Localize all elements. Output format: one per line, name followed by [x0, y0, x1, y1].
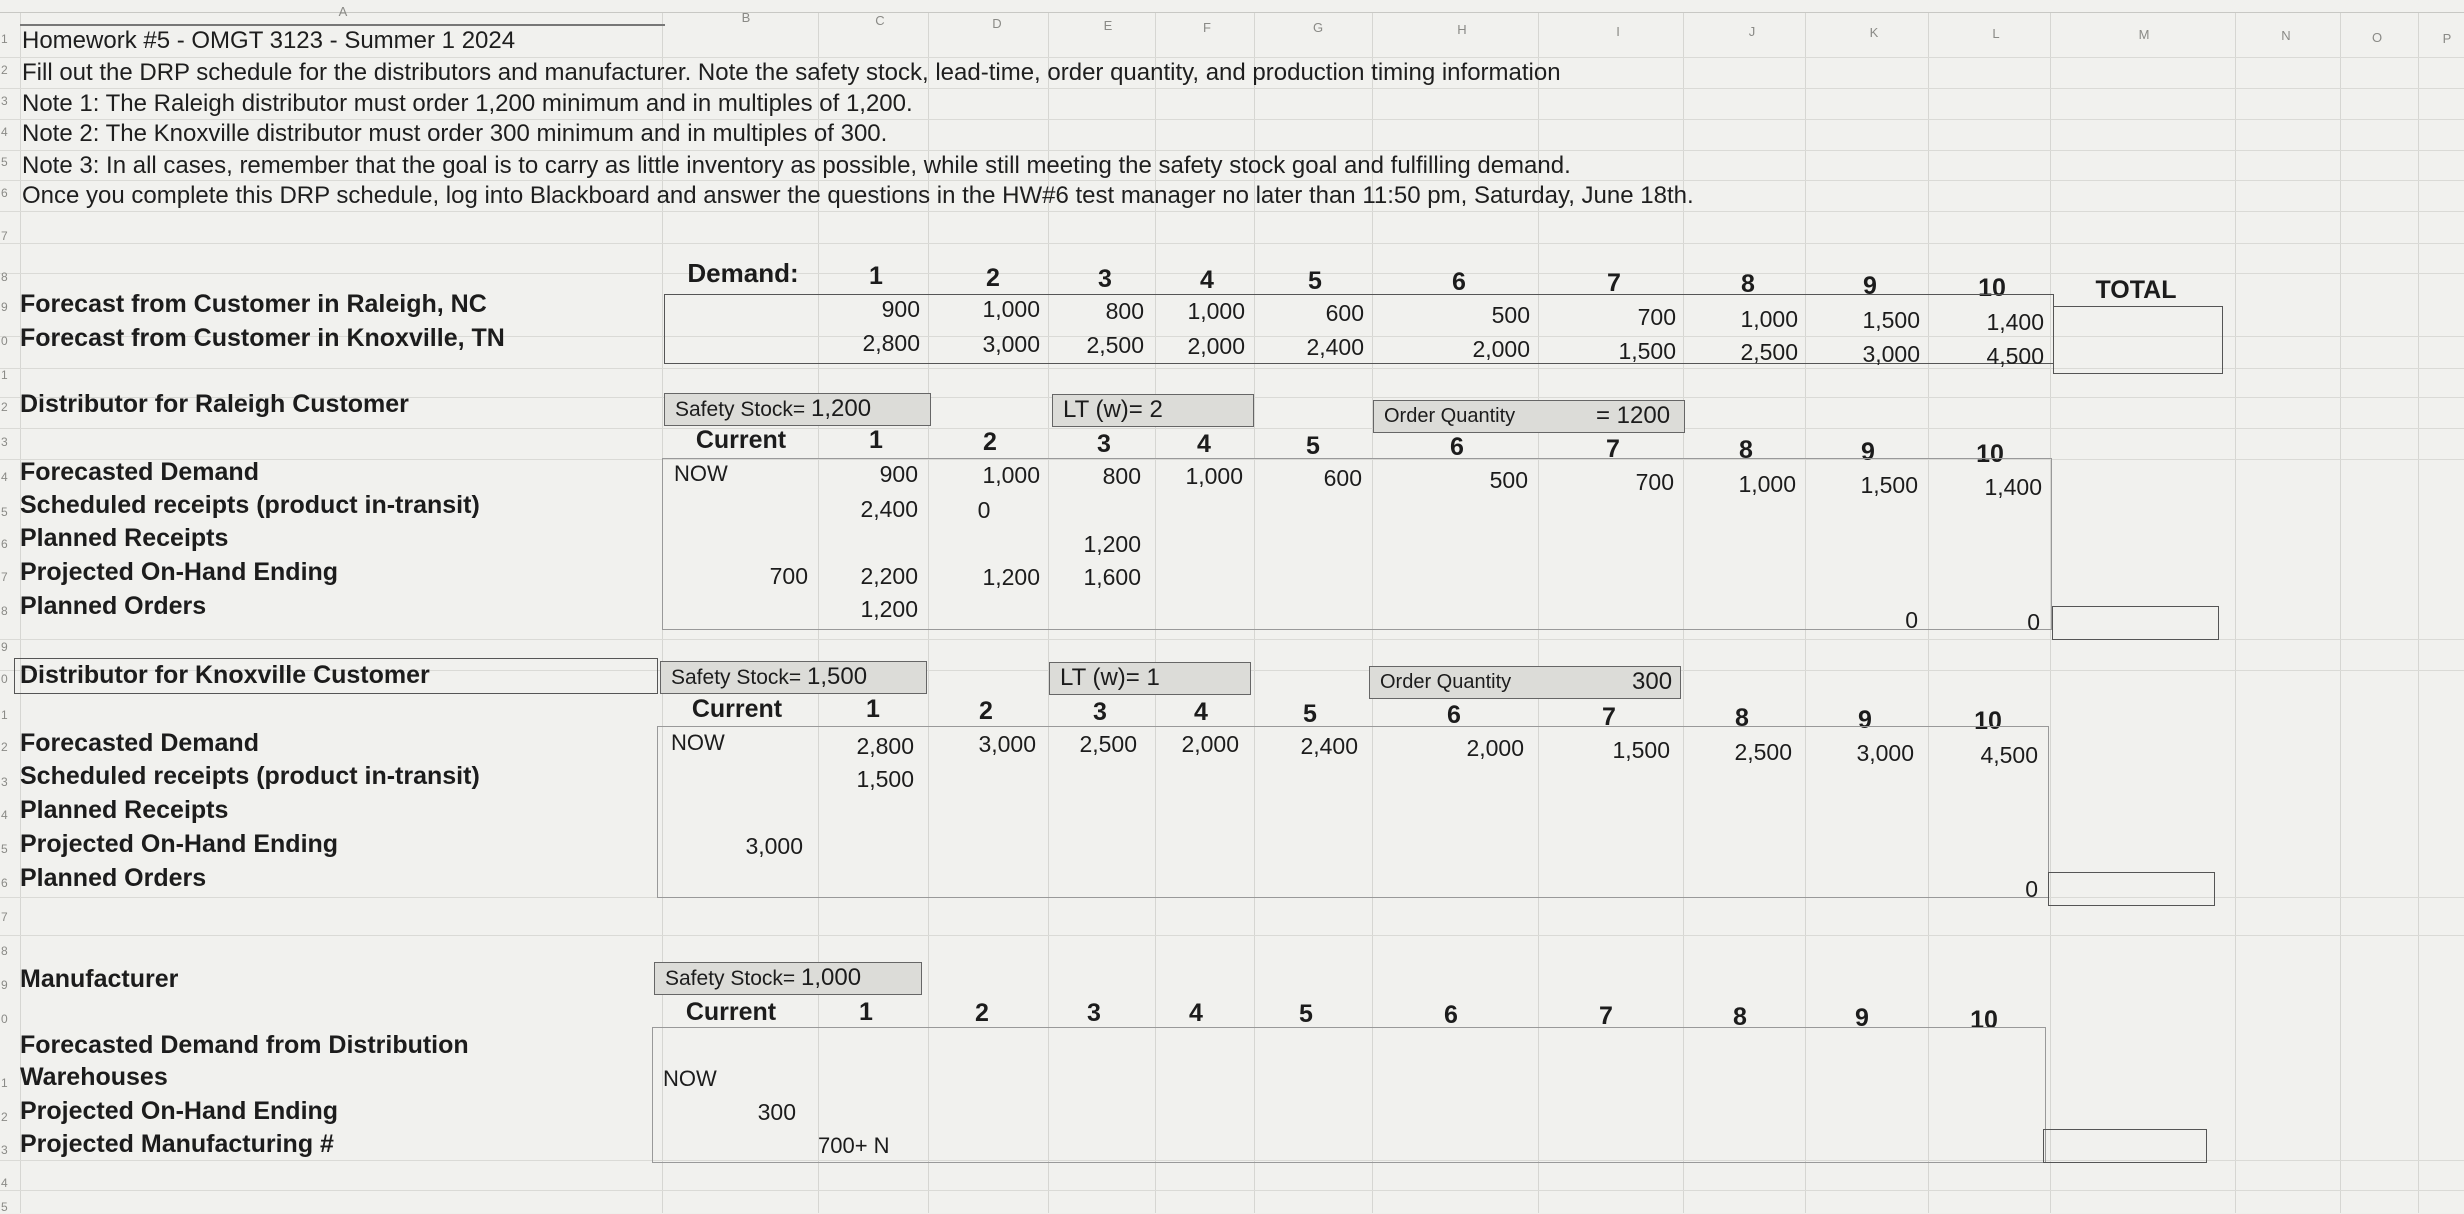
week-header: 5 — [1303, 700, 1317, 728]
table-cell[interactable]: 1,000 — [1185, 463, 1243, 489]
week-header: 9 — [1863, 272, 1877, 300]
column-header[interactable]: K — [1869, 25, 1879, 40]
safety-stock-cell[interactable] — [654, 962, 922, 995]
row-number[interactable]: 8 — [1, 944, 8, 958]
table-cell[interactable]: 1,400 — [1986, 309, 2044, 335]
table-cell[interactable]: 2,400 — [860, 496, 918, 522]
row-number[interactable]: 0 — [1, 1012, 8, 1026]
week-header: 3 — [1087, 999, 1101, 1027]
order-quantity-label: Order Quantity — [1380, 671, 1512, 693]
week-header: 4 — [1200, 266, 1214, 294]
row-number[interactable]: 3 — [1, 775, 8, 789]
safety-stock-cell[interactable] — [664, 393, 931, 426]
safety-stock-value: 1,200 — [811, 395, 872, 422]
manufacturer-section-title: Manufacturer — [20, 965, 179, 993]
week-header: 7 — [1599, 1002, 1613, 1030]
row-label: Scheduled receipts (product in-transit) — [20, 762, 480, 790]
row-number[interactable]: 1 — [1, 708, 8, 722]
table-cell[interactable]: 0 — [1905, 607, 1918, 633]
week-header: 5 — [1308, 267, 1322, 295]
raleigh-total-cell[interactable] — [2052, 606, 2219, 640]
week-header: 1 — [859, 998, 873, 1026]
week-header: 1 — [866, 695, 880, 723]
table-cell[interactable]: 1,000 — [982, 462, 1040, 488]
row-label: Warehouses — [20, 1063, 168, 1091]
instruction-note: Once you complete this DRP schedule, log into Blackboard and answer the questions in the HW#6 test manager no later than 11:50 pm, Saturday, June 18th. — [22, 182, 1694, 209]
row-number[interactable]: 0 — [1, 672, 8, 686]
table-cell[interactable]: 0 — [2025, 876, 2038, 902]
table-cell[interactable]: 2,500 — [1740, 339, 1798, 365]
order-quantity-value: = 1200 — [1596, 402, 1671, 429]
row-label: Projected On-Hand Ending — [20, 558, 339, 586]
table-cell[interactable]: 1,500 — [1862, 307, 1920, 333]
table-cell[interactable]: 2,400 — [1306, 334, 1364, 360]
table-cell[interactable]: 2,800 — [862, 330, 920, 356]
week-header: 1 — [869, 262, 883, 290]
table-cell[interactable]: 2,000 — [1181, 731, 1239, 757]
week-header: 6 — [1452, 268, 1466, 296]
row-number[interactable]: 3 — [1, 435, 8, 449]
table-cell[interactable]: 1,200 — [860, 596, 918, 622]
row-number[interactable]: 1 — [1, 1076, 8, 1090]
row-label: Forecasted Demand from Distribution — [20, 1031, 469, 1059]
table-cell[interactable]: 4,500 — [1986, 343, 2044, 369]
table-cell[interactable]: 1,500 — [1612, 737, 1670, 763]
week-header: 4 — [1197, 430, 1211, 458]
current-header: Current — [685, 998, 777, 1026]
column-header[interactable]: O — [2371, 30, 2383, 45]
row-number[interactable]: 6 — [1, 537, 8, 551]
week-header: 1 — [869, 426, 883, 454]
row-number[interactable]: 0 — [1, 334, 8, 348]
order-quantity-label: Order Quantity — [1384, 405, 1516, 427]
row-number[interactable]: 2 — [1, 740, 8, 754]
column-header[interactable]: H — [1457, 22, 1467, 37]
homework-title: Homework #5 - OMGT 3123 - Summer 1 2024 — [22, 27, 516, 54]
week-header: 9 — [1858, 706, 1872, 734]
week-header: 7 — [1607, 269, 1621, 297]
instruction-note: Note 3: In all cases, remember that the goal is to carry as little inventory as possible, while still meeting the safety stock goal and fulfilling demand. — [22, 152, 1571, 179]
table-cell[interactable]: 300 — [757, 1099, 796, 1125]
week-header: 7 — [1606, 435, 1620, 463]
column-header[interactable]: D — [992, 16, 1002, 31]
week-header: 7 — [1602, 703, 1616, 731]
order-quantity-value: 300 — [1632, 668, 1673, 695]
table-cell[interactable]: 2,000 — [1466, 735, 1524, 761]
table-cell[interactable]: 700 — [769, 563, 808, 589]
column-header[interactable]: L — [1992, 26, 2000, 41]
column-header[interactable]: N — [2281, 28, 2291, 43]
week-header: 5 — [1299, 1000, 1313, 1028]
row-number[interactable]: 1 — [1, 32, 8, 46]
now-label: NOW — [663, 1066, 717, 1091]
week-header: 6 — [1450, 433, 1464, 461]
lead-time-cell[interactable] — [1049, 662, 1251, 695]
column-header[interactable]: P — [2442, 31, 2452, 46]
table-cell[interactable]: 1,200 — [1083, 531, 1141, 557]
row-number[interactable]: 6 — [1, 876, 8, 890]
table-cell[interactable]: 800 — [1105, 298, 1144, 324]
table-cell[interactable]: 3,000 — [1862, 341, 1920, 367]
raleigh-section-title: Distributor for Raleigh Customer — [20, 390, 409, 418]
safety-stock-cell[interactable] — [660, 661, 927, 694]
order-quantity-cell[interactable] — [1373, 400, 1685, 433]
row-label: Planned Receipts — [20, 524, 229, 552]
column-header[interactable]: F — [1203, 20, 1211, 35]
week-header: 3 — [1093, 698, 1107, 726]
lead-time-cell[interactable] — [1052, 394, 1254, 427]
row-number[interactable]: 4 — [1, 125, 8, 139]
table-cell[interactable]: 500 — [1491, 302, 1530, 328]
now-label: NOW — [671, 730, 725, 755]
row-label: Forecasted Demand — [20, 458, 259, 486]
row-number[interactable]: 7 — [1, 570, 8, 584]
week-header: 6 — [1444, 1001, 1458, 1029]
column-header[interactable]: A — [338, 4, 348, 19]
table-cell[interactable]: 2,000 — [1187, 333, 1245, 359]
lead-time-label: LT (w)= 1 — [1060, 664, 1160, 691]
safety-stock-value: 1,000 — [801, 964, 862, 991]
table-cell[interactable]: 3,000 — [982, 331, 1040, 357]
table-cell[interactable]: 3,000 — [978, 731, 1036, 757]
table-cell[interactable]: 3,000 — [1856, 740, 1914, 766]
row-number[interactable]: 5 — [1, 505, 8, 519]
week-header: 4 — [1189, 999, 1203, 1027]
safety-stock-label: Safety Stock= — [665, 967, 796, 990]
week-header: 5 — [1306, 432, 1320, 460]
row-number[interactable]: 9 — [1, 300, 8, 314]
table-cell[interactable]: 0 — [2027, 609, 2040, 635]
week-header: 4 — [1194, 698, 1208, 726]
week-header: 9 — [1855, 1004, 1869, 1032]
week-header: 8 — [1735, 704, 1749, 732]
week-header: 3 — [1098, 265, 1112, 293]
row-number[interactable]: 1 — [1, 368, 8, 382]
current-header: Current — [695, 426, 787, 454]
instruction-note: Note 2: The Knoxville distributor must order 300 minimum and in multiples of 300. — [22, 120, 888, 147]
table-cell[interactable]: 600 — [1325, 300, 1364, 326]
table-cell[interactable]: 2,000 — [1472, 336, 1530, 362]
column-header[interactable]: M — [2138, 27, 2150, 42]
table-cell[interactable]: 1,400 — [1984, 474, 2042, 500]
week-header: 3 — [1097, 430, 1111, 458]
row-label: Scheduled receipts (product in-transit) — [20, 491, 480, 519]
now-label: NOW — [674, 461, 728, 486]
row-number[interactable]: 7 — [1, 910, 8, 924]
week-header: 10 — [1976, 440, 2004, 468]
row-number[interactable]: 4 — [1, 1176, 8, 1190]
row-label: Projected On-Hand Ending — [20, 1097, 339, 1125]
table-cell[interactable]: 900 — [881, 296, 920, 322]
row-number[interactable]: 2 — [1, 63, 8, 77]
column-header[interactable]: I — [1616, 24, 1620, 39]
table-cell[interactable]: 1,500 — [856, 766, 914, 792]
row-number[interactable]: 9 — [1, 640, 8, 654]
week-header: 2 — [986, 264, 1000, 292]
row-number[interactable]: 5 — [1, 155, 8, 169]
row-number[interactable]: 2 — [1, 1110, 8, 1124]
table-cell[interactable]: 800 — [1102, 463, 1141, 489]
table-cell[interactable]: 700 — [1635, 469, 1674, 495]
column-header[interactable]: B — [741, 10, 751, 25]
table-cell[interactable]: 1,600 — [1083, 564, 1141, 590]
row-number[interactable]: 6 — [1, 186, 8, 200]
table-cell[interactable]: 700+ N — [818, 1133, 890, 1158]
demand-header: Demand: — [687, 258, 799, 288]
table-cell[interactable]: 2,500 — [1079, 731, 1137, 757]
table-cell[interactable]: 1,000 — [1738, 471, 1796, 497]
row-label: Planned Orders — [20, 592, 207, 620]
row-number[interactable]: 9 — [1, 978, 8, 992]
week-header: 2 — [983, 428, 997, 456]
safety-stock-label: Safety Stock= — [671, 666, 802, 689]
week-header: 2 — [975, 999, 989, 1027]
table-cell[interactable]: 2,200 — [860, 563, 918, 589]
table-cell[interactable]: 1,000 — [1187, 298, 1245, 324]
table-cell[interactable]: 2,500 — [1734, 739, 1792, 765]
table-cell[interactable]: 600 — [1323, 465, 1362, 491]
table-cell[interactable]: 700 — [1637, 304, 1676, 330]
column-header[interactable]: G — [1312, 20, 1324, 35]
table-cell[interactable]: 1,000 — [1740, 306, 1798, 332]
row-number[interactable]: 8 — [1, 270, 8, 284]
knoxville-section-title: Distributor for Knoxville Customer — [20, 661, 430, 689]
row-label: Projected On-Hand Ending — [20, 830, 339, 858]
instruction-note: Fill out the DRP schedule for the distributors and manufacturer. Note the safety stock, lead-time, order quantity, and production timing information — [22, 59, 1561, 86]
safety-stock-value: 1,500 — [807, 663, 868, 690]
week-header: 10 — [1970, 1006, 1998, 1034]
row-label: Forecasted Demand — [20, 729, 259, 757]
order-quantity-cell[interactable] — [1369, 666, 1681, 699]
lead-time-label: LT (w)= 2 — [1063, 396, 1163, 423]
week-header: 10 — [1974, 707, 2002, 735]
forecast-knoxville-label: Forecast from Customer in Knoxville, TN — [20, 324, 505, 352]
table-cell[interactable]: 1,500 — [1860, 472, 1918, 498]
forecast-raleigh-label: Forecast from Customer in Raleigh, NC — [20, 290, 487, 318]
table-cell[interactable]: 1,500 — [1618, 338, 1676, 364]
table-cell[interactable]: 500 — [1489, 467, 1528, 493]
week-header: 6 — [1447, 701, 1461, 729]
row-number[interactable]: 4 — [1, 470, 8, 484]
row-label: Planned Receipts — [20, 796, 229, 824]
row-number[interactable]: 2 — [1, 400, 8, 414]
knoxville-total-cell[interactable] — [2048, 872, 2215, 906]
row-label: Projected Manufacturing # — [20, 1130, 334, 1158]
total-header: TOTAL — [2095, 276, 2177, 304]
week-header: 8 — [1739, 436, 1753, 464]
table-cell[interactable]: 4,500 — [1980, 742, 2038, 768]
week-header: 10 — [1978, 274, 2006, 302]
table-cell[interactable]: 1,200 — [982, 564, 1040, 590]
week-header: 8 — [1741, 270, 1755, 298]
row-number[interactable]: 3 — [1, 94, 8, 108]
current-header: Current — [691, 695, 783, 723]
week-header: 8 — [1733, 1003, 1747, 1031]
table-cell[interactable]: 2,800 — [856, 733, 914, 759]
table-cell[interactable]: 2,400 — [1300, 733, 1358, 759]
table-cell[interactable]: 3,000 — [745, 833, 803, 859]
table-cell[interactable]: 900 — [879, 461, 918, 487]
row-number[interactable]: 8 — [1, 604, 8, 618]
manufacturer-total-cell[interactable] — [2043, 1129, 2207, 1163]
row-number[interactable]: 7 — [1, 229, 8, 243]
instruction-note: Note 1: The Raleigh distributor must order 1,200 minimum and in multiples of 1,200. — [22, 90, 913, 117]
row-number[interactable]: 5 — [1, 842, 8, 856]
table-cell[interactable]: 2,500 — [1086, 332, 1144, 358]
week-header: 2 — [979, 697, 993, 725]
week-header: 9 — [1861, 438, 1875, 466]
row-number[interactable]: 3 — [1, 1143, 8, 1157]
column-header[interactable]: E — [1103, 18, 1113, 33]
row-number[interactable]: 5 — [1, 1200, 8, 1214]
table-cell[interactable]: 1,000 — [982, 296, 1040, 322]
total-cell[interactable] — [2053, 306, 2223, 374]
column-header[interactable]: C — [875, 13, 885, 28]
table-cell[interactable]: 0 — [977, 497, 991, 523]
safety-stock-label: Safety Stock= — [675, 398, 806, 421]
row-label: Planned Orders — [20, 864, 207, 892]
column-header[interactable]: J — [1748, 24, 1756, 39]
row-number[interactable]: 4 — [1, 808, 8, 822]
